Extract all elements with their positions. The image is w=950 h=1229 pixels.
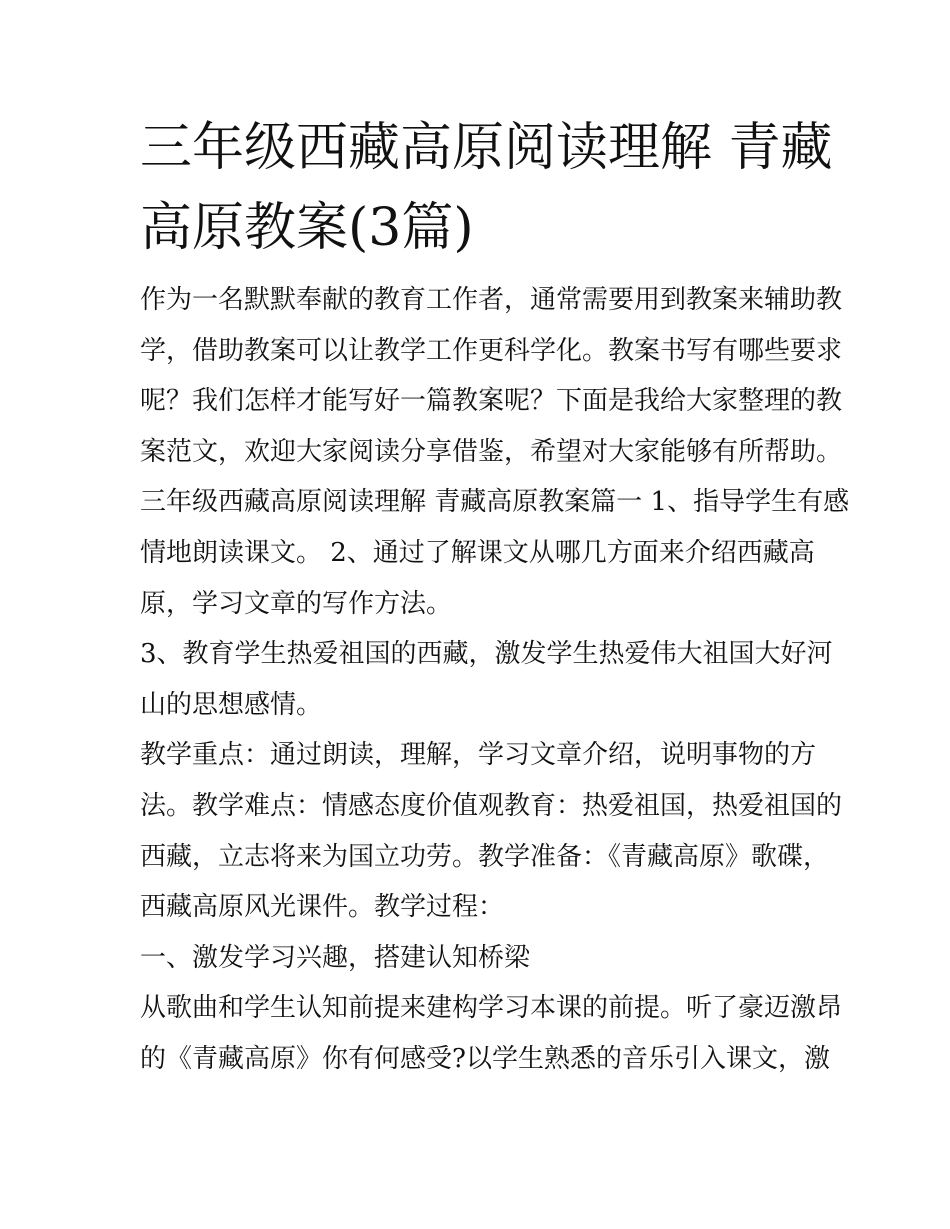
body-line: 山的思想感情。: [140, 689, 323, 720]
body-line: 情地朗读课文。 2、通过了解课文从哪几方面来介绍西藏高: [140, 537, 815, 568]
body-line: 案范文，欢迎大家阅读分享借鉴，希望对大家能够有所帮助。: [140, 436, 843, 467]
body-line: 从歌曲和学生认知前提来建构学习本课的前提。听了豪迈激昂: [140, 993, 843, 1024]
body-line: 教学重点：通过朗读，理解，学习文章介绍，说明事物的方: [140, 740, 817, 771]
body-line: 三年级西藏高原阅读理解 青藏高原教案篇一 1、指导学生有感: [140, 487, 850, 518]
body-line: 作为一名默默奉献的教育工作者，通常需要用到教案来辅助教: [140, 285, 843, 315]
section-heading: 一、激发学习兴趣，搭建认知桥梁: [140, 942, 531, 973]
body-line: 的《青藏高原》你有何感受?以学生熟悉的音乐引入课文，激: [140, 1043, 830, 1074]
body-line: 原，学习文章的写作方法。: [140, 588, 453, 619]
title-line: 三年级西藏高原阅读理解 青藏: [140, 118, 833, 178]
body-line: 学，借助教案可以让教学工作更科学化。教案书写有哪些要求: [140, 335, 843, 366]
document-body: [140, 275, 850, 1085]
title-line: 高原教案(3篇): [140, 198, 474, 258]
body-line: 呢？我们怎样才能写好一篇教案呢？下面是我给大家整理的教: [140, 386, 843, 417]
body-line: 3、教育学生热爱祖国的西藏，激发学生热爱伟大祖国大好河: [140, 639, 833, 670]
body-line: 西藏，立志将来为国立功劳。教学准备：《青藏高原》歌碟，: [140, 841, 830, 872]
body-line: 法。教学难点：情感态度价值观教育：热爱祖国，热爱祖国的: [140, 790, 843, 821]
document-title: [140, 108, 840, 268]
body-line: 西藏高原风光课件。教学过程：: [140, 892, 505, 923]
